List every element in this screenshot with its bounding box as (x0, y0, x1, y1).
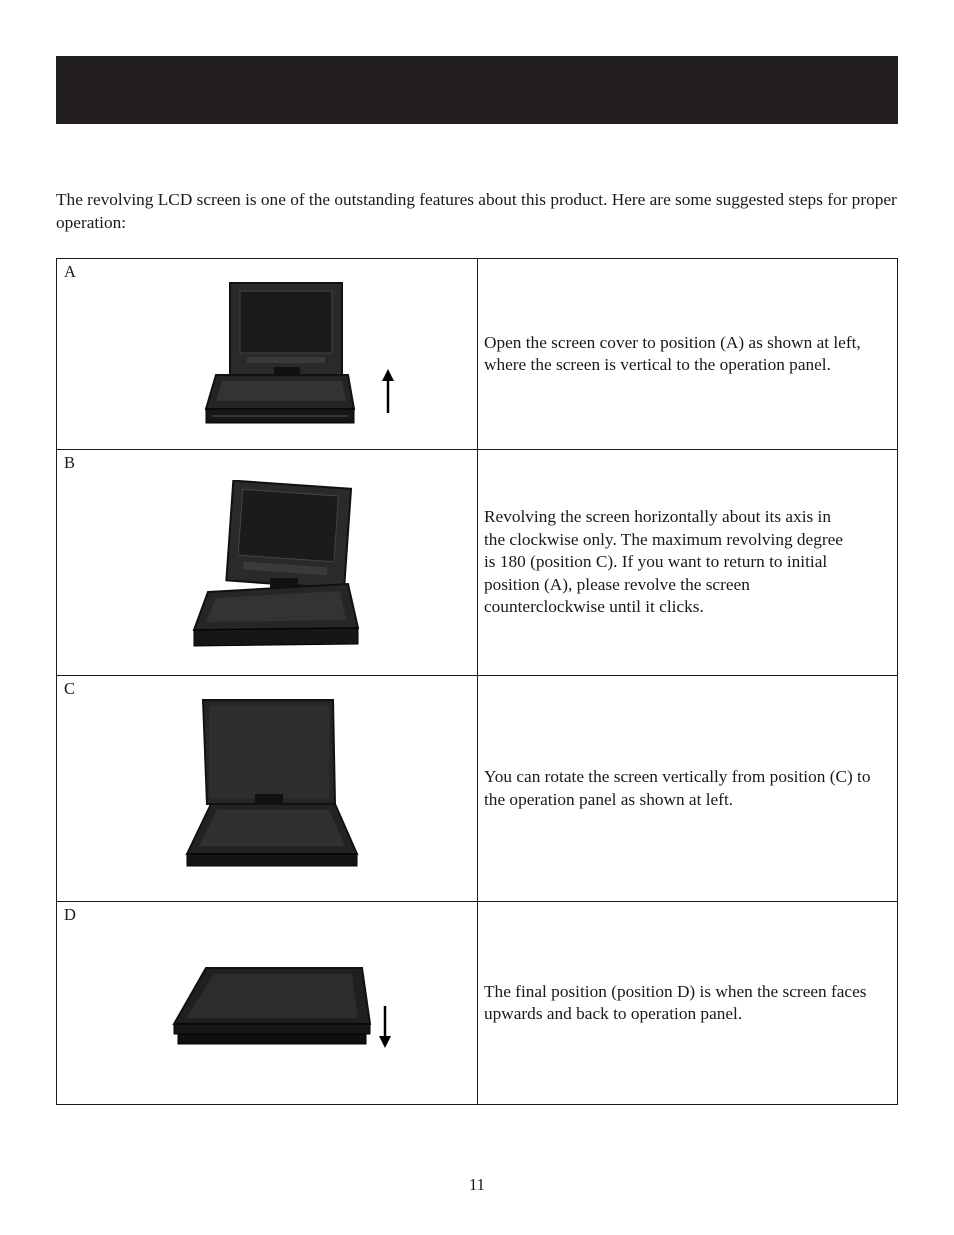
dvd-player-rotating-photo (190, 480, 368, 652)
step-image-cell (57, 259, 478, 450)
step-label: D (64, 905, 76, 924)
step-text-cell (478, 676, 898, 902)
dvd-player-open-photo (202, 279, 362, 429)
dvd-player-screen-reversed-photo (183, 698, 361, 870)
step-row-d (57, 902, 898, 1105)
step-label: A (64, 262, 76, 281)
step-description: The final position (position D) is when the screen faces upwards and back to operation panel. (484, 981, 867, 1023)
intro-paragraph: The revolving LCD screen is one of the outstanding features about this product. Here are some suggested steps for proper operation: (56, 190, 897, 232)
step-label: B (64, 453, 76, 472)
section-header-bar (56, 56, 898, 124)
steps-table (56, 258, 898, 1105)
step-description: You can rotate the screen vertically from position (C) to the operation panel as shown at left. (484, 767, 871, 809)
step-image-cell (57, 450, 478, 676)
up-arrow-icon (382, 369, 394, 413)
step-description: Open the screen cover to position (A) as shown at left, where the screen is vertical to the operation panel. (484, 332, 861, 374)
step-label: C (64, 679, 76, 698)
down-arrow-icon (379, 1006, 391, 1048)
step-row-c (57, 676, 898, 902)
step-image-cell (57, 902, 478, 1105)
step-image-cell (57, 676, 478, 902)
step-text-cell (478, 902, 898, 1105)
step-row-a (57, 259, 898, 450)
step-description: Revolving the screen horizontally about its axis in the clockwise only. The maximum revolving degree is 180 (position C). If you want to return to initial position (A), please revolve the screen counterclockwise until it clicks. (484, 507, 843, 617)
step-row-b (57, 450, 898, 676)
step-text-cell (478, 450, 898, 676)
page-number: 11 (469, 1175, 485, 1194)
step-text-cell (478, 259, 898, 450)
dvd-player-closed-photo (172, 964, 372, 1048)
